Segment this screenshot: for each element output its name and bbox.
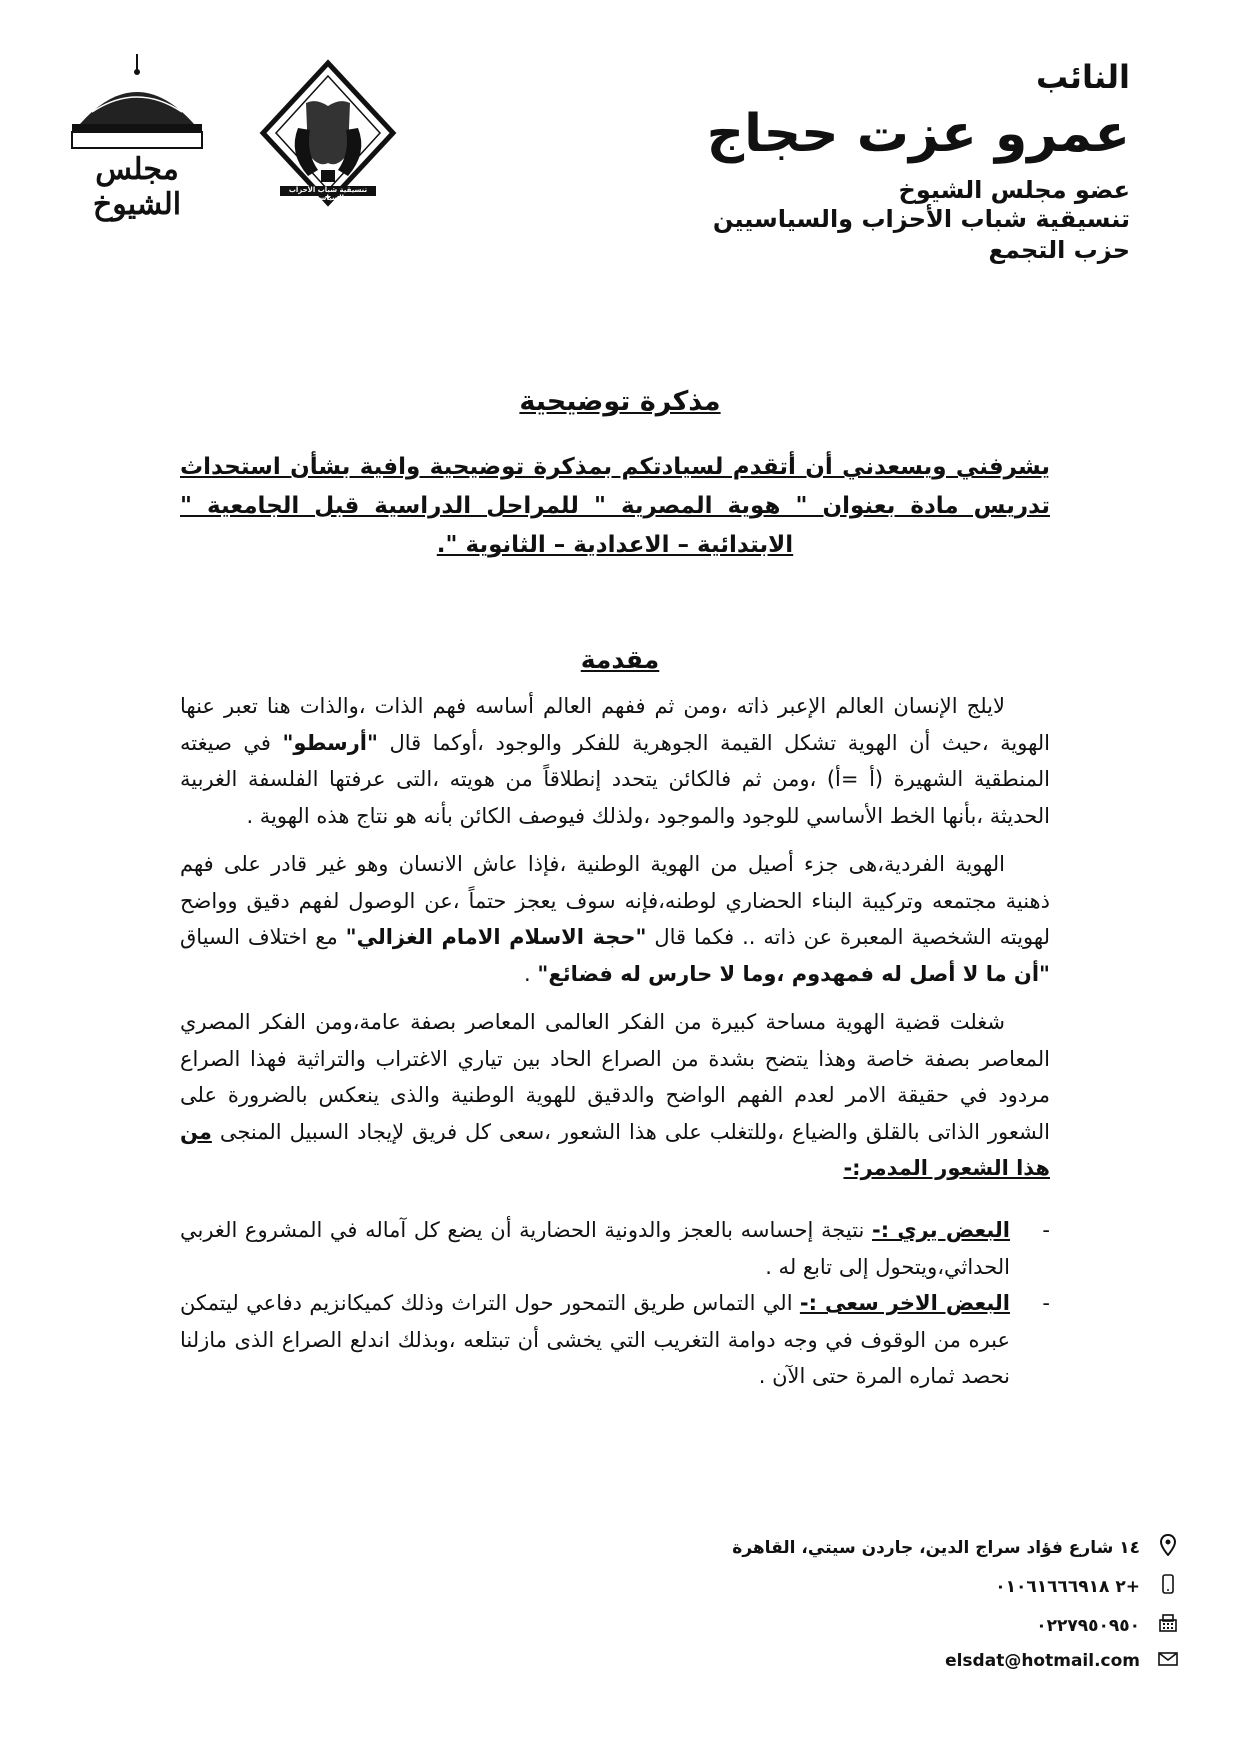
header-coordination: تنسيقية شباب الأحزاب والسياسيين xyxy=(712,205,1130,233)
coordination-logo xyxy=(258,58,398,208)
bullet-text: الي التماس طريق التمحور حول التراث وذلك كميكانزيم دفاعي ليتمكن عبره من الوقوف في وجه دوامة التغريب التي يخشى أن تبتلعه ،وبذلك اندلع الصراع الذى مازلنا نحصد ثماره المرة حتى الآن . xyxy=(180,1291,1010,1388)
header-title: النائب xyxy=(1036,58,1130,96)
envelope-icon xyxy=(1156,1650,1180,1671)
memo-intro: يشرفني ويسعدني أن أتقدم لسيادتكم بمذكرة توضيحية وافية بشأن استحداث تدريس مادة بعنوان " هوية المصرية " للمراحل الدراسية قبل الجامعية " الابتدائية – الاعدادية – الثانوية ". xyxy=(180,454,1050,558)
bullet-dash: - xyxy=(1042,1291,1050,1315)
p2-quote-ghazali: "حجة الاسلام الامام الغزالي" xyxy=(345,925,647,949)
header-party: حزب التجمع xyxy=(988,236,1130,264)
bullet-item xyxy=(180,1285,1050,1395)
p1-text-a: لايلج الإنسان العالم الإعبر ذاته ،ومن ثم ففهم العالم أساسه فهم الذات ،والذات هنا تعبر عنها الهوية ،حيث أن الهوية تشكل القيمة الجوهرية للفكر والوجود ،أوكما قال xyxy=(180,694,1050,755)
footer-phone xyxy=(1036,1613,1180,1638)
p2-text-a: الهوية الفردية،هى جزء أصيل من الهوية الوطنية ،فإذا عاش الانسان وهو غير قادر على فهم ذهنية مجتمعه وتركيبة البناء الحضاري لوطنه،فإنه سوف يعجز حتماً ،عن الوصول لفهم دقيق وواضح لهويته الشخصية المعبرة عن ذاته .. فكما قال xyxy=(180,852,1050,949)
footer-address xyxy=(732,1534,1180,1561)
footer-email xyxy=(945,1650,1180,1671)
memo-title: مذكرة توضيحية xyxy=(519,386,721,417)
senate-logo-text: مجلس الشيوخ xyxy=(92,152,182,222)
p3-underlined: من هذا الشعور المدمر:- xyxy=(180,1119,1050,1180)
paragraph-1 xyxy=(180,688,1050,834)
location-pin-icon xyxy=(1156,1534,1180,1561)
bullet-list xyxy=(180,1212,1050,1395)
address-text: ١٤ شارع فؤاد سراج الدين، جاردن سيتي، القاهرة xyxy=(732,1537,1140,1558)
bullet-label: البعض الاخر سعى :- xyxy=(799,1291,1010,1315)
fax-icon xyxy=(1156,1613,1180,1638)
p1-quote-aristotle: "أرسطو" xyxy=(282,730,378,755)
coordination-logo-text: تنسيقية شباب الأحزاب والسياسيين xyxy=(288,186,368,202)
p2-quote: "أن ما لا أصل له فمهدوم ،وما لا حارس له فضائع" xyxy=(537,961,1050,986)
senate-logo xyxy=(62,52,212,222)
bullet-dash: - xyxy=(1042,1218,1050,1242)
bullet-text: نتيجة إحساسه بالعجز والدونية الحضارية أن يضع كل آماله في المشروع الغربي الحداثي،ويتحول إلى تابع له . xyxy=(180,1218,1010,1279)
p3-text-a: شغلت قضية الهوية مساحة كبيرة من الفكر العالمى المعاصر بصفة عامة،ومن الفكر المصري المعاصر بصفة خاصة وهذا يتضح بشدة من الصراع الحاد بين تياري الاغتراب والتراثية فهذا الصراع مردود في حقيقة الامر لعدم الفهم الواضح والدقيق للهوية الوطنية والذى ينعكس بالضرورة على الشعور الذاتى بالقلق والضياع ،وللتغلب على هذا الشعور ،سعى كل فريق لإيجاد السبيل المنجى xyxy=(180,1010,1050,1144)
p2-text-e: . xyxy=(524,961,538,986)
header-name: عمرو عزت حجاج xyxy=(706,104,1130,164)
phone-text: ٠٢٢٧٩٥٠٩٥٠ xyxy=(1036,1615,1140,1636)
mobile-phone-icon xyxy=(1156,1574,1180,1599)
email-text[interactable]: elsdat@hotmail.com xyxy=(945,1650,1140,1671)
p1-text-c: في صيغته المنطقية الشهيرة (أ =أ) ،ومن ثم فالكائن يتحدد إنطلاقاً من هويته ،التى عرفتها الفلسفة الغربية الحديثة ،بأنها الخط الأساسي للوجود والموجود ،ولذلك فيوصف الكائن بأنه هو نتاج هذه الهوية . xyxy=(180,730,1050,828)
p2-text-c: مع اختلاف السياق xyxy=(180,925,346,949)
bullet-item xyxy=(180,1212,1050,1285)
footer-mobile xyxy=(995,1574,1180,1599)
header-position: عضو مجلس الشيوخ xyxy=(898,176,1130,204)
paragraph-3 xyxy=(180,1004,1050,1187)
section-title: مقدمة xyxy=(580,645,660,674)
section-body xyxy=(180,688,1050,1199)
bullet-label: البعض يري :- xyxy=(872,1218,1011,1242)
paragraph-2 xyxy=(180,846,1050,992)
mobile-text: +٢ ٠١٠٦١٦٦٦٩١٨ xyxy=(995,1576,1140,1597)
